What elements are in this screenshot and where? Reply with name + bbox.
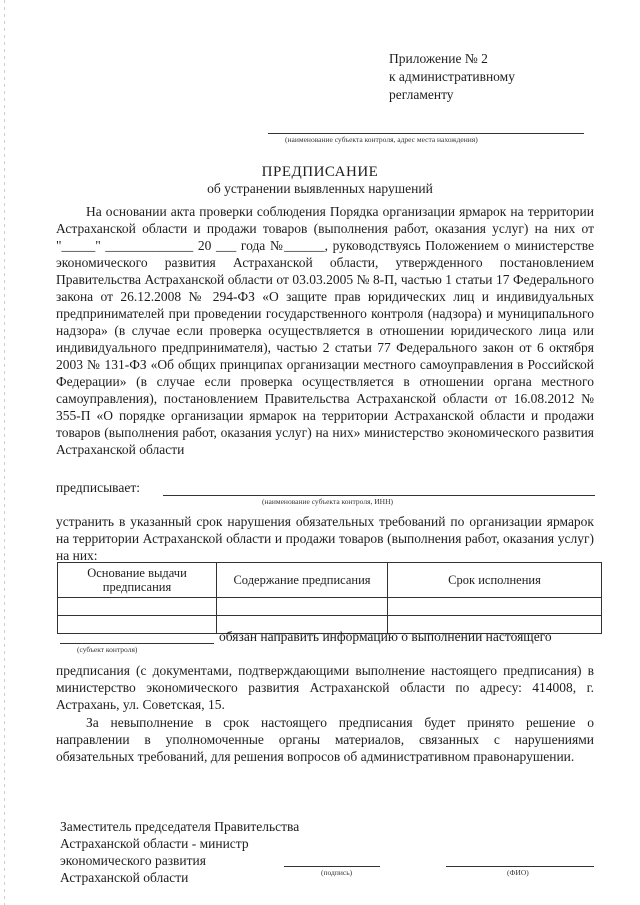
header-basis: Основание выдачи предписания [58, 563, 217, 598]
table-row [58, 598, 602, 616]
document-subtitle: об устранении выявленных нарушений [207, 181, 433, 196]
scan-edge [4, 0, 5, 905]
signatory-line-3: экономического развития [60, 853, 206, 868]
table-cell [58, 616, 217, 634]
table-header-row [58, 563, 602, 598]
annex-line-1: Приложение № 2 [389, 51, 488, 66]
fio-line [446, 866, 594, 867]
paragraph-liability: За невыполнение в срок настоящего предписания будет принято решение о направлении в уполномоченные органы материалов, связанных с нарушениями обязательных требований, для решения вопросов об административном правонарушении. [56, 715, 594, 764]
table-cell [388, 598, 602, 616]
fio-caption: (ФИО) [507, 868, 529, 877]
signatory-block [60, 818, 299, 886]
table-cell [58, 598, 217, 616]
subject-address-caption: (наименование субъекта контроля, адрес места нахождения) [285, 135, 478, 144]
subject-address-line [268, 133, 584, 134]
annex-line-3: регламенту [389, 87, 454, 102]
signatory-line-1: Заместитель председателя Правительства [60, 819, 300, 834]
orders-table [57, 562, 602, 634]
subject-inn-caption: (наименование субъекта контроля, ИНН) [262, 497, 394, 506]
signature-caption: (подпись) [321, 868, 353, 877]
paragraph-report: предписания (с документами, подтверждающими выполнение настоящего предписания) в министерство экономического развития Астраханской области по адресу: 414008, г. Астрахань, ул. Советская, 15. [56, 663, 594, 712]
annex-line-2: к административному [389, 69, 515, 84]
prescribes-label: предписывает: [56, 480, 140, 495]
subject-inn-line [163, 495, 595, 496]
header-content: Содержание предписания [217, 563, 388, 598]
subject-line [60, 643, 214, 644]
signatory-line-2: Астраханской области - министр [60, 836, 249, 851]
signatory-line-4: Астраханской области [60, 870, 189, 885]
obliged-text: обязан направить информацию о выполнении настоящего [219, 629, 552, 644]
document-title: ПРЕДПИСАНИЕ [261, 164, 379, 180]
paragraph-basis: На основании акта проверки соблюдения Порядка организации ярмарок на территории Астраханской области и продажи товаров (выполнения работ, оказания услуг) на них от "_____" _____________ 20 ___ года №______, руководствуясь Положением о министерстве экономического развития Астраханской области, утвержденного постановлением Правительства Астраханской области от 03.03.2005 № 8-П, частью 1 статьи 17 Федерального закона от 26.12.2008 № 294-ФЗ «О защите прав юридических лиц и индивидуальных предпринимателей при проведении государственного контроля (надзора) и муниципального надзора» (в случае если проверка осуществляется в отношении юридического лица или индивидуального предпринимателя), частью 2 статьи 77 Федерального закон от 6 октября 2003 № 131-ФЗ «Об общих принципах организации местного самоуправления в Российской Федерации» (в случае если проверка осуществляется в отношении органа местного самоуправления), постановлением Правительства Астраханской области от 16.08.2012 № 355-П «О порядке организации ярмарок на территории Астраханской области и продажи товаров (выполнения работ, оказания услуг) на них» министерство экономического развития Астраханской области [56, 204, 594, 457]
subject-caption: (субъект контроля) [77, 645, 138, 654]
signature-line [284, 866, 380, 867]
paragraph-eliminate: устранить в указанный срок нарушения обязательных требований по организации ярмарок на территории Астраханской области и продажи товаров (выполнения работ, оказания услуг) на них: [56, 514, 594, 563]
annex-header [389, 50, 515, 104]
table-cell [217, 598, 388, 616]
header-deadline: Срок исполнения [388, 563, 602, 598]
